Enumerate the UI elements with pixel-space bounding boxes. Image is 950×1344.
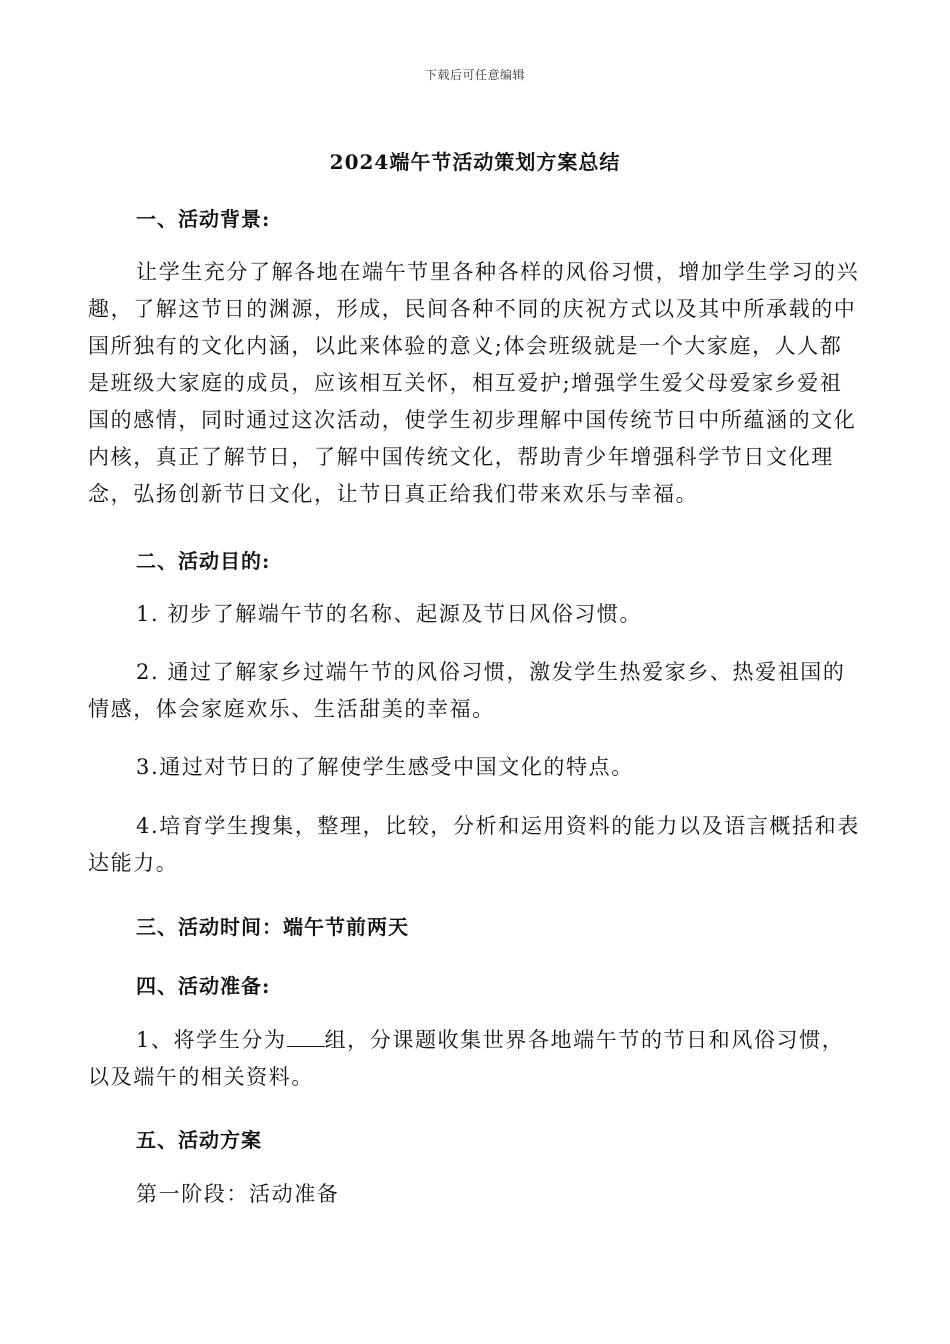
section-heading-plan: 五、活动方案 — [136, 1128, 262, 1152]
section-heading-time: 三、活动时间：端午节前两天 — [136, 915, 409, 939]
fill-in-blank — [287, 1028, 325, 1047]
goal-item-3: 3.通过对节日的了解使学生感受中国文化的特点。 — [136, 755, 634, 779]
section-heading-preparation: 四、活动准备: — [136, 974, 271, 998]
background-paragraph: 让学生充分了解各地在端午节里各种各样的风俗习惯，增加学生学习的兴趣，了解这节日的渊源，形成，民间各种不同的庆祝方式以及其中所承载的中国所独有的文化内涵，以此来体验的意义;体会班级就是一个大家庭，人人都是班级大家庭的成员，应该相互关怀，相互爱护;增强学生爱父母爱家乡爱祖国的感情，同时通过这次活动，使学生初步理解中国传统节日中所蕴涵的文化内核，真正了解节日，了解中国传统文化，帮助青少年增强科学节日文化理念，弘扬创新节日文化，让节日真正给我们带来欢乐与幸福。 — [88, 260, 860, 506]
document-title: 2024端午节活动策划方案总结 — [329, 150, 621, 174]
preparation-paragraph — [88, 1022, 860, 1096]
section-heading-background: 一、活动背景: — [136, 207, 271, 231]
goal-item-2: 2. 通过了解家乡过端午节的风俗习惯，激发学生热爱家乡、热爱祖国的情感，体会家庭欢乐、生活甜美的幸福。 — [88, 660, 846, 721]
preparation-text-end: 组，分课题收集世界各地端午节的节日和风俗习惯，以及端午的相关资料。 — [88, 1028, 845, 1089]
goal-item-1: 1. 初步了解端午节的名称、起源及节日风俗习惯。 — [136, 602, 643, 626]
header-note: 下载后可任意编辑 — [424, 68, 525, 82]
goal-item-4: 4.培育学生搜集，整理，比较，分析和运用资料的能力以及语言概括和表达能力。 — [88, 814, 860, 875]
preparation-text-start: 1、将学生分为 — [136, 1028, 287, 1052]
section-heading-goals: 二、活动目的: — [136, 549, 271, 573]
stage-1-label: 第一阶段：活动准备 — [136, 1182, 340, 1206]
